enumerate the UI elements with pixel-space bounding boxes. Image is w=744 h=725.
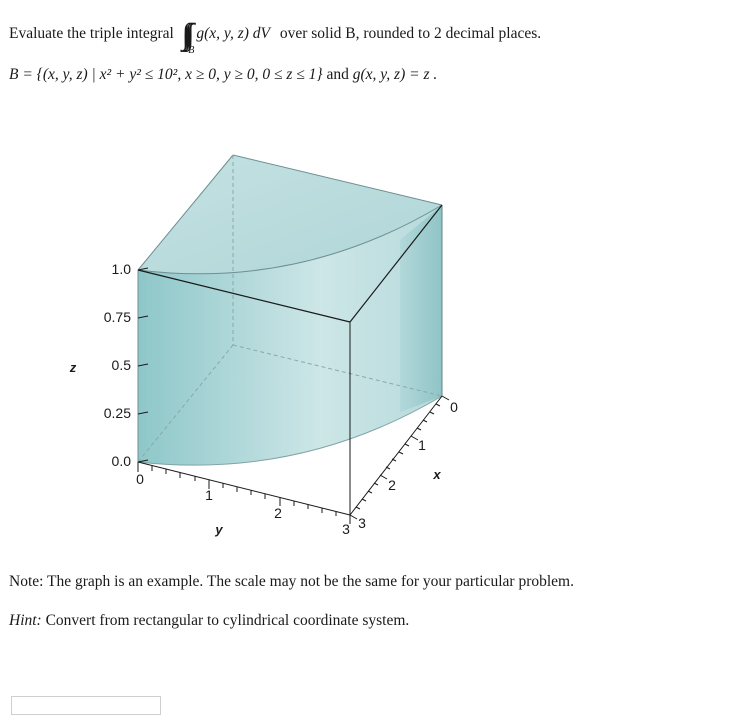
function-definition: g(x, y, z) = z . (352, 66, 438, 83)
z-tick-label: 1.0 (111, 261, 131, 277)
z-tick-label: 0.5 (111, 357, 131, 373)
z-tick-label: 0.0 (111, 453, 131, 469)
y-axis-label: y (215, 522, 223, 537)
solid-region-3d-plot (60, 140, 480, 540)
x-tick-label: 1 (418, 437, 426, 453)
integrand: g(x, y, z) dV (196, 25, 270, 42)
x-tick-label: 0 (450, 399, 458, 415)
z-tick-label: 0.25 (103, 405, 131, 421)
y-tick-label: 1 (205, 487, 213, 503)
hint-label: Hint: (9, 612, 42, 629)
z-axis-label: z (69, 360, 77, 375)
solid-side-face (400, 205, 442, 412)
question-prefix: Evaluate the triple integral (9, 25, 174, 42)
definition-line (9, 66, 437, 84)
y-tick-label: 3 (342, 521, 350, 537)
answer-input[interactable] (11, 696, 161, 715)
y-tick-label: 0 (136, 471, 144, 487)
x-tick-label: 3 (358, 515, 366, 531)
and-word: and (326, 66, 349, 83)
triple-integral-symbol: ∫∫∫ B (181, 18, 195, 56)
z-tick-label: 0.75 (103, 309, 131, 325)
y-tick-label: 2 (274, 505, 282, 521)
integral-subscript: B (188, 45, 195, 56)
graph-note: Note: The graph is an example. The scale may not be the same for your particular problem. (9, 573, 574, 590)
box-edge (138, 462, 350, 515)
x-tick-label: 2 (388, 477, 396, 493)
y-axis-ticks (138, 462, 350, 524)
question-suffix: over solid B, rounded to 2 decimal places. (279, 25, 542, 42)
x-axis-label: x (433, 467, 441, 482)
hint-text: Convert from rectangular to cylindrical coordinate system. (45, 612, 410, 629)
question-line (9, 18, 542, 56)
solid-definition: B = {(x, y, z) | x² + y² ≤ 10², x ≥ 0, y ≥ 0, 0 ≤ z ≤ 1} (9, 66, 323, 83)
hint (9, 612, 409, 630)
